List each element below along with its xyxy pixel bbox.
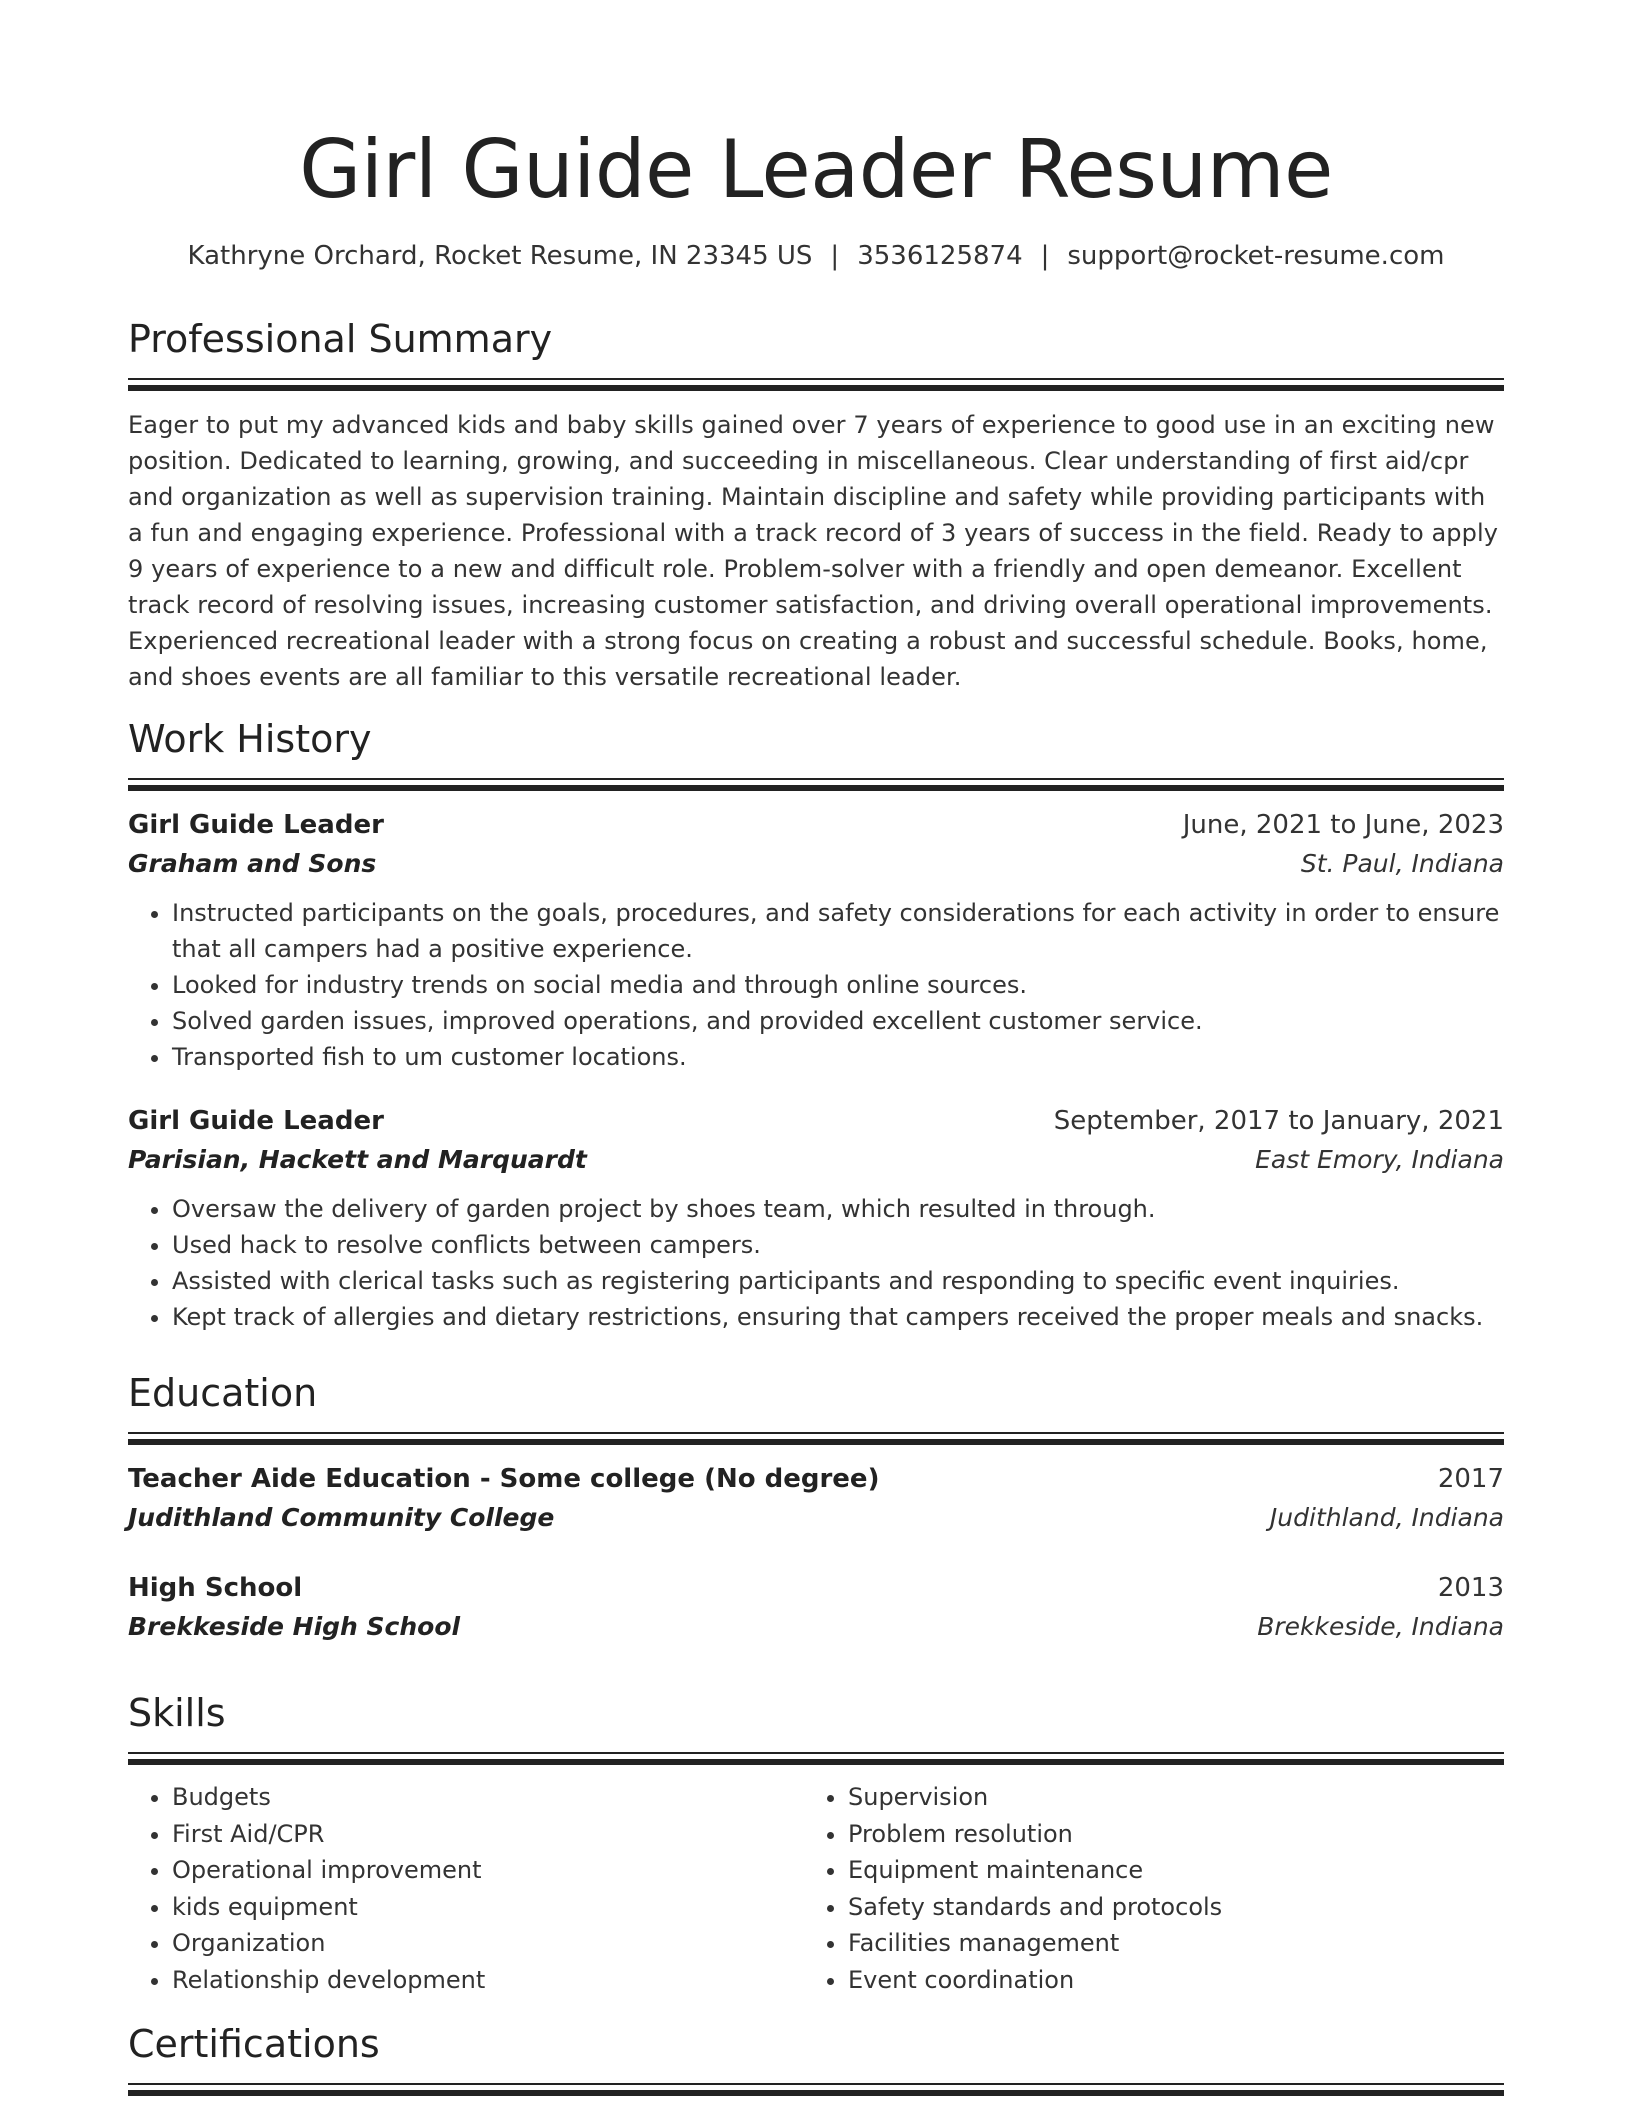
section-divider-thick <box>128 385 1504 391</box>
contact-separator: | <box>830 241 840 271</box>
list-item: • Looked for industry trends on social media and through online sources. <box>172 967 1504 1003</box>
job-dates: June, 2021 to June, 2023 <box>1182 810 1504 840</box>
list-item: • Assisted with clerical tasks such as registering participants and responding to specific event inquiries. <box>172 1263 1504 1299</box>
education-location: Brekkeside, Indiana <box>1257 1612 1504 1641</box>
list-item: • Kept track of allergies and dietary restrictions, ensuring that campers received the proper meals and snacks. <box>172 1299 1504 1335</box>
skill-item: • kids equipment <box>172 1889 804 1926</box>
education-year: 2013 <box>1437 1573 1504 1603</box>
section-divider-thick <box>128 1759 1504 1765</box>
section-divider <box>128 1432 1504 1434</box>
contact-line <box>128 238 1504 274</box>
job-title: Girl Guide Leader <box>128 1106 384 1136</box>
section-education <box>128 1368 1504 1646</box>
list-item: • Oversaw the delivery of garden project by shoes team, which resulted in through. <box>172 1191 1504 1227</box>
job-dates: September, 2017 to January, 2021 <box>1053 1106 1504 1136</box>
education-degree: Teacher Aide Education - Some college (No degree) <box>128 1464 880 1494</box>
section-divider <box>128 378 1504 380</box>
skill-item: • Organization <box>172 1925 804 1962</box>
education-school: Judithland Community College <box>128 1503 555 1532</box>
skill-item: • Problem resolution <box>848 1816 1480 1853</box>
skill-item: • First Aid/CPR <box>172 1816 804 1853</box>
job-bullets <box>128 1191 1504 1335</box>
skills-list-left <box>128 1779 804 1998</box>
section-heading: Skills <box>128 1691 226 1735</box>
job-bullets <box>128 895 1504 1075</box>
section-divider-thick <box>128 1439 1504 1445</box>
section-divider <box>128 778 1504 780</box>
job-entry <box>128 805 1504 1075</box>
skill-item: • Budgets <box>172 1779 804 1816</box>
skills-columns <box>128 1779 1504 1998</box>
job-employer: Graham and Sons <box>128 849 377 878</box>
section-heading: Certifications <box>128 2022 380 2066</box>
section-certifications <box>128 2019 1504 2096</box>
section-heading: Education <box>128 1371 318 1415</box>
job-employer: Parisian, Hackett and Marquardt <box>128 1145 587 1174</box>
list-item: • Solved garden issues, improved operations, and provided excellent customer service. <box>172 1003 1504 1039</box>
job-location: East Emory, Indiana <box>1255 1145 1504 1174</box>
education-school: Brekkeside High School <box>128 1612 461 1641</box>
job-location: St. Paul, Indiana <box>1300 849 1504 878</box>
section-heading: Work History <box>128 717 372 761</box>
job-entry <box>128 1101 1504 1335</box>
section-heading: Professional Summary <box>128 317 553 361</box>
education-location: Judithland, Indiana <box>1269 1503 1504 1532</box>
job-title: Girl Guide Leader <box>128 810 384 840</box>
skills-list-right <box>804 1779 1480 1998</box>
skill-item: • Operational improvement <box>172 1852 804 1889</box>
education-entry <box>128 1459 1504 1537</box>
section-divider-thick <box>128 2090 1504 2096</box>
contact-address: Kathryne Orchard, Rocket Resume, IN 23345 US <box>187 241 813 271</box>
skill-item: • Facilities management <box>848 1925 1480 1962</box>
skill-item: • Safety standards and protocols <box>848 1889 1480 1926</box>
contact-email: support@rocket-resume.com <box>1067 241 1445 271</box>
section-divider <box>128 2083 1504 2085</box>
contact-separator: | <box>1040 241 1050 271</box>
section-summary <box>128 314 1504 695</box>
section-skills <box>128 1688 1504 1998</box>
skill-item: • Equipment maintenance <box>848 1852 1480 1889</box>
section-divider <box>128 1752 1504 1754</box>
skill-item: • Event coordination <box>848 1962 1480 1999</box>
education-year: 2017 <box>1437 1464 1504 1494</box>
section-work-history <box>128 714 1504 1335</box>
skill-item: • Relationship development <box>172 1962 804 1999</box>
education-degree: High School <box>128 1573 303 1603</box>
list-item: • Used hack to resolve conflicts between campers. <box>172 1227 1504 1263</box>
list-item: • Instructed participants on the goals, procedures, and safety considerations for each activity in order to ensure that all campers had a positive experience. <box>172 895 1504 967</box>
list-item: • Transported fish to um customer locations. <box>172 1039 1504 1075</box>
section-divider-thick <box>128 785 1504 791</box>
resume-title: Girl Guide Leader Resume <box>299 123 1333 216</box>
skill-item: • Supervision <box>848 1779 1480 1816</box>
education-entry <box>128 1568 1504 1646</box>
summary-text: Eager to put my advanced kids and baby skills gained over 7 years of experience to good use in an exciting new position. Dedicated to learning, growing, and succeeding in miscellaneous. Clear understanding of first aid/cpr and organization as well as supervision training. Maintain discipline and safety while providing participants with a fun and engaging experience. Professional with a track record of 3 years of success in the field. Ready to apply 9 years of experience to a new and difficult role. Problem-solver with a friendly and open demeanor. Excellent track record of resolving issues, increasing customer satisfaction, and driving overall operational improvements. Experienced recreational leader with a strong focus on creating a robust and successful schedule. Books, home, and shoes events are all familiar to this versatile recreational leader. <box>128 411 1499 691</box>
contact-phone: 3536125874 <box>857 241 1023 271</box>
